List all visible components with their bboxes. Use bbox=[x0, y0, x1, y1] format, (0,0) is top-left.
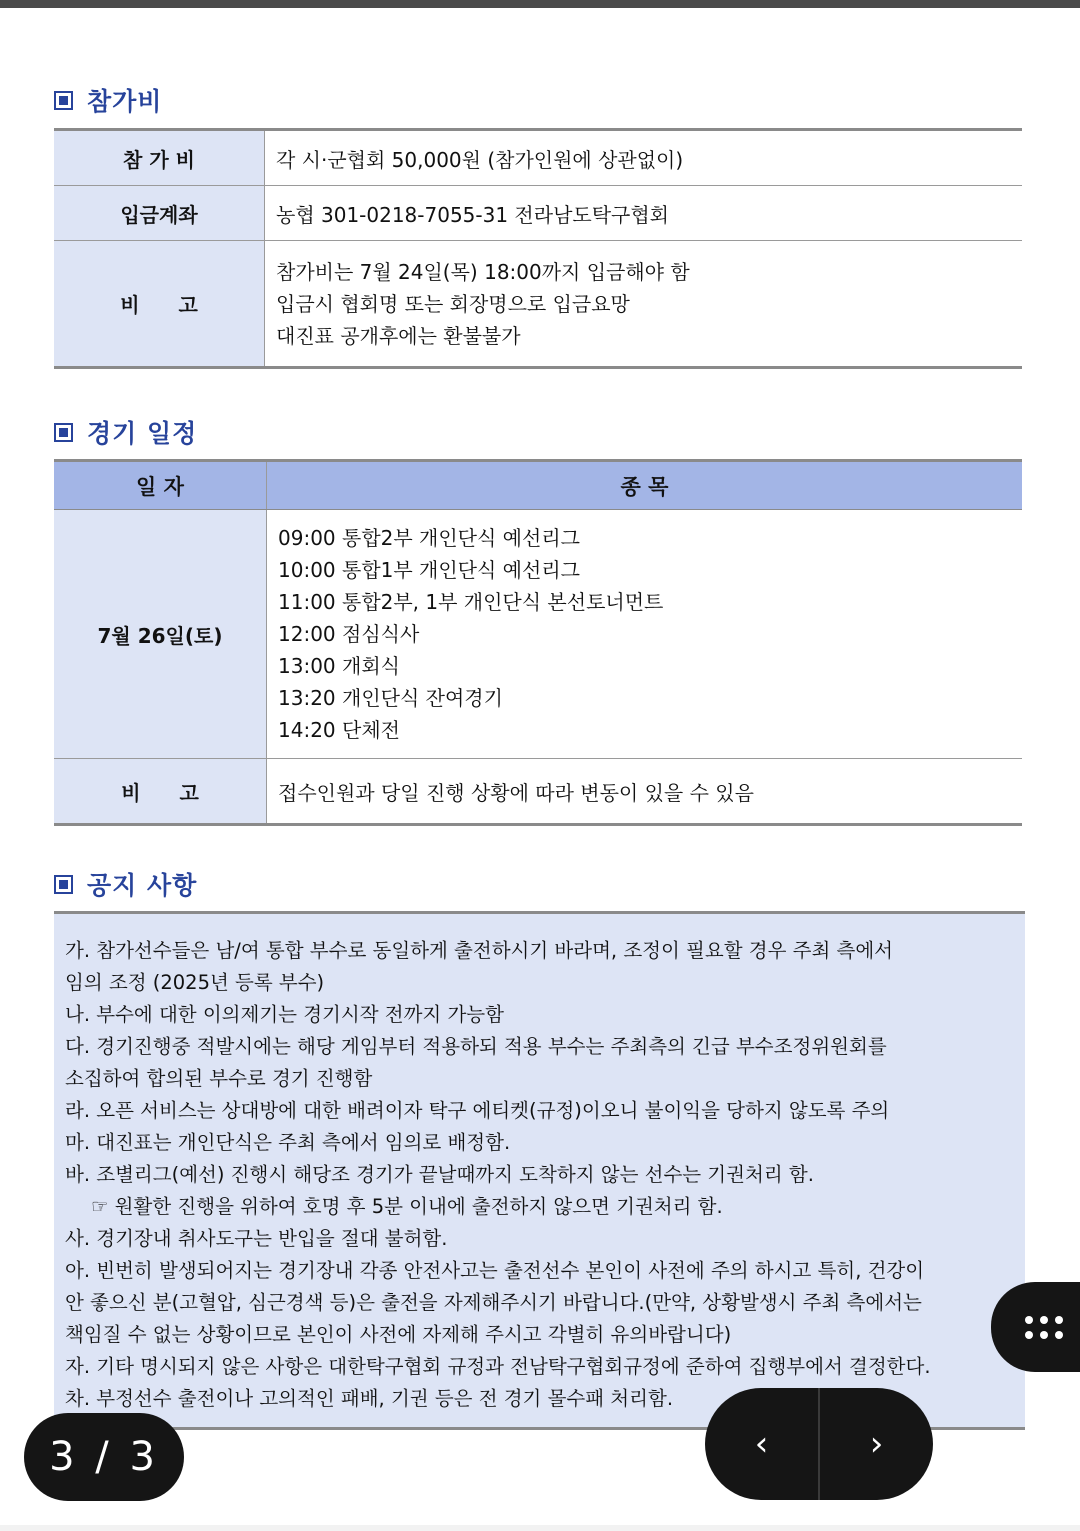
notice-line: 바. 조별리그(예선) 진행시 해당조 경기가 끝날때까지 도착하지 않는 선수는 기권처리 함. bbox=[65, 1163, 814, 1186]
bottom-bar bbox=[0, 1525, 1080, 1531]
notice-line: 임의 조정 (2025년 등록 부수) bbox=[65, 971, 325, 994]
notice-line: 가. 참가선수들은 남/여 통합 부수로 동일하게 출전하시기 바라며, 조정이 필요할 경우 주최 측에서 bbox=[65, 939, 893, 962]
schedule-event: 13:00 개회식 bbox=[278, 654, 400, 678]
table-row bbox=[54, 510, 1022, 759]
grid-dots-icon bbox=[1025, 1316, 1063, 1339]
fee-title: 참가비 bbox=[87, 87, 163, 116]
account-value: 농협 301-0218-7055-31 전라남도탁구협회 bbox=[265, 186, 1023, 241]
chevron-right-icon: › bbox=[869, 1424, 884, 1464]
date-header: 일 자 bbox=[54, 461, 267, 510]
fee-value: 각 시·군협회 50,000원 (참가인원에 상관없이) bbox=[265, 130, 1023, 186]
schedule-event: 10:00 통합1부 개인단식 예선리그 bbox=[278, 558, 580, 582]
schedule-date: 7월 26일(토) bbox=[54, 510, 267, 759]
section-title-notice bbox=[54, 866, 197, 902]
chevron-left-icon: ‹ bbox=[754, 1424, 769, 1464]
notice-line: 자. 기타 명시되지 않은 사항은 대한탁구협회 규정과 전남탁구협회규정에 준하여 집행부에서 결정한다. bbox=[65, 1355, 931, 1378]
notice-line: 라. 오픈 서비스는 상대방에 대한 배려이자 탁구 에티켓(규정)이오니 불이익을 당하지 않도록 주의 bbox=[65, 1099, 890, 1122]
notice-line: 아. 빈번히 발생되어지는 경기장내 각종 안전사고는 출전선수 본인이 사전에 주의 하시고 특히, 건강이 bbox=[65, 1259, 925, 1282]
table-header-row bbox=[54, 461, 1022, 510]
event-header: 종 목 bbox=[267, 461, 1023, 510]
schedule-event: 14:20 단체전 bbox=[278, 718, 400, 742]
remark-value bbox=[265, 241, 1023, 368]
top-bar bbox=[0, 0, 1080, 8]
section-title-fee bbox=[54, 82, 162, 118]
remark-line: 입금시 협회명 또는 회장명으로 입금요망 bbox=[276, 291, 630, 316]
notice-line: ☞ 원활한 진행을 위하여 호명 후 5분 이내에 출전하지 않으면 기권처리 함. bbox=[91, 1195, 723, 1218]
schedule-event: 11:00 통합2부, 1부 개인단식 본선토너먼트 bbox=[278, 590, 664, 614]
notice-line: 마. 대진표는 개인단식은 주최 측에서 임의로 배정함. bbox=[65, 1131, 511, 1154]
table-row bbox=[54, 186, 1022, 241]
remark-label: 비 고 bbox=[54, 241, 265, 368]
square-bullet-icon bbox=[54, 91, 73, 110]
account-label: 입금계좌 bbox=[54, 186, 265, 241]
notice-line: 차. 부정선수 출전이나 고의적인 패배, 기권 등은 전 경기 몰수패 처리함. bbox=[65, 1387, 674, 1410]
notice-title: 공지 사항 bbox=[87, 871, 198, 900]
table-row bbox=[54, 241, 1022, 368]
schedule-event: 13:20 개인단식 잔여경기 bbox=[278, 686, 503, 710]
notice-line: 사. 경기장내 취사도구는 반입을 절대 불허함. bbox=[65, 1227, 448, 1250]
remark-line: 대진표 공개후에는 환불불가 bbox=[276, 323, 521, 348]
next-page-button[interactable] bbox=[820, 1388, 933, 1500]
schedule-remark: 접수인원과 당일 진행 상황에 따라 변동이 있을 수 있음 bbox=[267, 759, 1023, 825]
page-indicator: 3 / 3 bbox=[24, 1413, 184, 1501]
more-menu-button[interactable] bbox=[991, 1282, 1080, 1372]
table-row bbox=[54, 759, 1022, 825]
schedule-table bbox=[54, 459, 1022, 826]
notice-line: 책임질 수 없는 상황이므로 본인이 사전에 자제해 주시고 각별히 유의바랍니다) bbox=[65, 1323, 732, 1346]
notice-line: 나. 부수에 대한 이의제기는 경기시작 전까지 가능함 bbox=[65, 1003, 504, 1026]
fee-table bbox=[54, 128, 1022, 369]
remark-line: 참가비는 7월 24일(목) 18:00까지 입금해야 함 bbox=[276, 259, 690, 284]
notice-line: 안 좋으신 분(고혈압, 심근경색 등)은 출전을 자제해주시기 바랍니다.(만약, 상황발생시 주최 측에서는 bbox=[65, 1291, 922, 1314]
schedule-event: 09:00 통합2부 개인단식 예선리그 bbox=[278, 526, 580, 550]
page-navigation bbox=[705, 1388, 933, 1500]
schedule-remark-label: 비 고 bbox=[54, 759, 267, 825]
schedule-events bbox=[267, 510, 1023, 759]
notice-line: 다. 경기진행중 적발시에는 해당 게임부터 적용하되 적용 부수는 주최측의 긴급 부수조정위원회를 bbox=[65, 1035, 887, 1058]
schedule-event: 12:00 점심식사 bbox=[278, 622, 420, 646]
notice-line: 소집하여 합의된 부수로 경기 진행함 bbox=[65, 1067, 373, 1090]
square-bullet-icon bbox=[54, 423, 73, 442]
square-bullet-icon bbox=[54, 875, 73, 894]
prev-page-button[interactable] bbox=[705, 1388, 818, 1500]
fee-label: 참 가 비 bbox=[54, 130, 265, 186]
notice-box bbox=[54, 911, 1025, 1430]
section-title-schedule bbox=[54, 414, 197, 450]
schedule-title: 경기 일정 bbox=[87, 419, 198, 448]
table-row bbox=[54, 130, 1022, 186]
